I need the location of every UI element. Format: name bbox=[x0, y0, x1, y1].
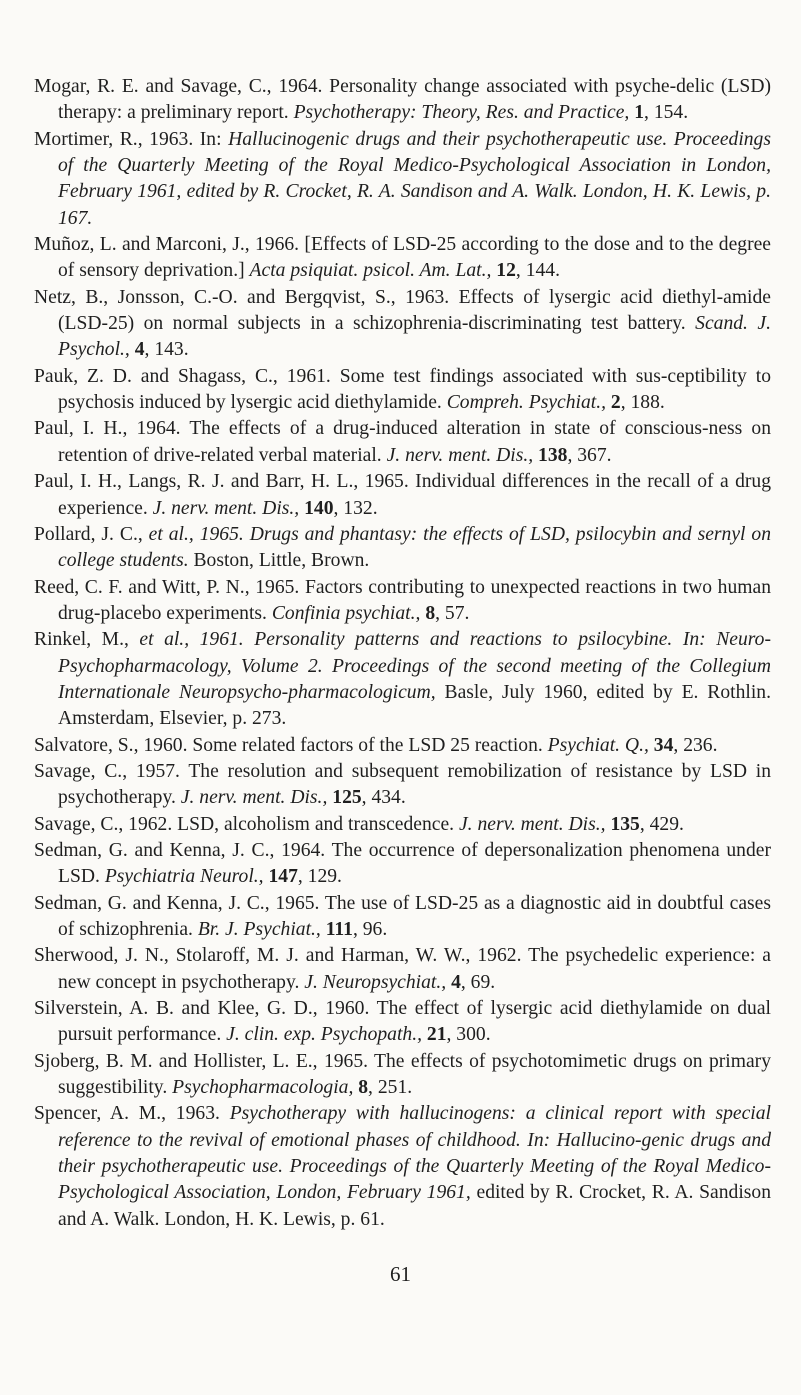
reference-ital: Psychopharmacologia, bbox=[172, 1077, 354, 1099]
reference-post: , 367. bbox=[567, 444, 612, 466]
reference-vol: 4 bbox=[451, 971, 461, 993]
reference-vol: 8 bbox=[358, 1077, 369, 1099]
reference-ital: Psychiat. Q., bbox=[547, 734, 649, 756]
reference-ital: et al., 1961. Personality patterns and reactions to psilocybine. In: Neuro-Psychopharmacology, Volume 2. Proceedings of the second meeting of the Collegium Internationale Neuropsycho-pharmacologicum, bbox=[58, 629, 771, 703]
reference-vol: 12 bbox=[496, 260, 516, 282]
reference-pre: Paul, I. H., 1964. The effects of a drug-induced alteration in state of conscious-ness on retention of drive-related verbal material. bbox=[34, 418, 771, 466]
reference-post: edited by R. Crocket, R. A. Sandison and A. Walk. London, H. K. Lewis, p. 61. bbox=[58, 1182, 771, 1230]
reference-pre: Mogar, R. E. and Savage, C., 1964. Personality change associated with psyche-delic (LSD) therapy: a preliminary report. bbox=[34, 76, 771, 124]
reference-vol: 21 bbox=[426, 1024, 447, 1046]
reference-post: , 154. bbox=[644, 102, 689, 124]
reference-ital: J. clin. exp. Psychopath., bbox=[226, 1024, 422, 1046]
reference-vol: 140 bbox=[304, 497, 334, 519]
reference-ital: Br. J. Psychiat., bbox=[197, 919, 321, 940]
reference-pre: Sherwood, J. N., Stolaroff, M. J. and Harman, W. W., 1962. The psychedelic experience: a new concept in psychotherapy. bbox=[34, 945, 771, 993]
reference-pre: Reed, C. F. and Witt, P. N., 1965. Factors contributing to unexpected reactions in two human drug-placebo experiments. bbox=[34, 576, 771, 624]
reference-list bbox=[34, 74, 771, 1233]
reference-post: , 129. bbox=[297, 866, 342, 888]
reference-entry bbox=[34, 812, 771, 838]
reference-ital: J. nerv. ment. Dis., bbox=[152, 497, 300, 519]
reference-post: Basle, July 1960, edited by E. Rothlin. Amsterdam, Elsevier, p. 273. bbox=[58, 681, 771, 730]
reference-entry bbox=[34, 127, 771, 232]
reference-entry bbox=[34, 891, 771, 944]
reference-entry bbox=[34, 285, 771, 364]
reference-ital: Acta psiquiat. psicol. Am. Lat., bbox=[249, 260, 492, 282]
reference-pre: Mortimer, R., 1963. In: bbox=[34, 128, 229, 150]
reference-ital: Psychotherapy with hallucinogens: a clinical report with special reference to the revival of emotional phases of childhood. In: Hallucino-genic drugs and their psychotherapeutic use. Proceedings of the Quarterly Meeting of the Royal Medico-Psychological Association, London, February 1961, bbox=[58, 1103, 771, 1204]
reference-entry bbox=[34, 74, 771, 127]
reference-post: , 188. bbox=[620, 392, 665, 414]
reference-post: , 251. bbox=[368, 1077, 413, 1099]
reference-entry bbox=[34, 232, 771, 285]
reference-entry bbox=[34, 1049, 771, 1102]
reference-post: , 69. bbox=[460, 971, 496, 993]
reference-post: Boston, Little, Brown. bbox=[188, 550, 370, 572]
reference-ital: J. nerv. ment. Dis., bbox=[458, 813, 606, 835]
reference-pre: Netz, B., Jonsson, C.-O. and Bergqvist, S., 1963. Effects of lysergic acid diethyl-amide (LSD-25) on normal subjects in a schizophrenia-discriminating test battery. bbox=[34, 286, 771, 335]
reference-vol: 8 bbox=[425, 602, 436, 624]
reference-vol: 4 bbox=[134, 339, 145, 361]
reference-post: , 96. bbox=[352, 919, 388, 940]
reference-ital: Psychotherapy: Theory, Res. and Practice, bbox=[293, 102, 630, 124]
reference-pre: Savage, C., 1962. LSD, alcoholism and transcedence. bbox=[34, 813, 459, 835]
reference-entry bbox=[34, 364, 771, 417]
reference-vol: 147 bbox=[268, 866, 298, 888]
reference-pre: Savage, C., 1957. The resolution and subsequent remobilization of resistance by LSD in psychotherapy. bbox=[34, 760, 771, 809]
reference-post: , 132. bbox=[333, 497, 378, 519]
reference-vol: 1 bbox=[634, 102, 645, 124]
reference-entry bbox=[34, 759, 771, 812]
reference-entry bbox=[34, 522, 771, 575]
reference-pre: Sjoberg, B. M. and Hollister, L. E., 1965. The effects of psychotomimetic drugs on primary suggestibility. bbox=[34, 1050, 771, 1099]
reference-post: , 144. bbox=[515, 260, 560, 282]
reference-pre: Pollard, J. C., bbox=[34, 523, 149, 545]
reference-vol: 34 bbox=[653, 734, 674, 756]
reference-pre: Spencer, A. M., 1963. bbox=[34, 1103, 230, 1125]
reference-ital: Compreh. Psychiat., bbox=[446, 392, 606, 414]
reference-pre: Muñoz, L. and Marconi, J., 1966. [Effects of LSD-25 according to the dose and to the degree of sensory deprivation.] bbox=[34, 234, 771, 282]
reference-ital: Hallucinogenic drugs and their psychotherapeutic use. Proceedings of the Quarterly Meeting of the Royal Medico-Psychological Association in London, February 1961, edited by R. Crocket, R. A. Sandison and A. Walk. London, H. K. Lewis, p. 167. bbox=[58, 128, 771, 229]
reference-entry bbox=[34, 733, 771, 759]
reference-entry bbox=[34, 996, 771, 1049]
reference-pre: Silverstein, A. B. and Klee, G. D., 1960. The effect of lysergic acid diethylamide on dual pursuit performance. bbox=[34, 998, 771, 1046]
reference-post: , 57. bbox=[435, 602, 470, 624]
reference-ital: J. nerv. ment. Dis., bbox=[386, 444, 534, 466]
reference-ital: et al., 1965. Drugs and phantasy: the effects of LSD, psilocybin and sernyl on college students. bbox=[58, 523, 771, 572]
reference-vol: 138 bbox=[538, 444, 568, 466]
reference-entry bbox=[34, 943, 771, 996]
page-number: 61 bbox=[390, 1262, 411, 1286]
reference-post: , 434. bbox=[361, 787, 406, 809]
reference-pre: Sedman, G. and Kenna, J. C., 1965. The use of LSD-25 as a diagnostic aid in doubtful cases of schizophrenia. bbox=[34, 892, 771, 940]
reference-ital: Confinia psychiat., bbox=[271, 602, 421, 624]
reference-ital: Psychiatria Neurol., bbox=[104, 866, 264, 888]
reference-pre: Rinkel, M., bbox=[34, 629, 140, 651]
reference-entry bbox=[34, 575, 771, 628]
reference-ital: J. nerv. ment. Dis., bbox=[180, 787, 328, 809]
reference-pre: Salvatore, S., 1960. Some related factors of the LSD 25 reaction. bbox=[34, 734, 548, 756]
reference-ital: Scand. J. Psychol., bbox=[58, 313, 772, 361]
reference-vol: 135 bbox=[610, 813, 640, 835]
reference-entry bbox=[34, 838, 771, 891]
reference-post: , 236. bbox=[673, 734, 718, 756]
reference-entry bbox=[34, 627, 771, 732]
reference-pre: Paul, I. H., Langs, R. J. and Barr, H. L., 1965. Individual differences in the recall of a drug experience. bbox=[34, 471, 771, 519]
reference-vol: 2 bbox=[610, 392, 621, 414]
reference-post: , 143. bbox=[144, 339, 189, 361]
reference-ital: J. Neuropsychiat., bbox=[304, 971, 447, 993]
reference-entry bbox=[34, 416, 771, 469]
reference-entry bbox=[34, 469, 771, 522]
reference-vol: 125 bbox=[332, 787, 362, 809]
reference-pre: Pauk, Z. D. and Shagass, C., 1961. Some test findings associated with sus-ceptibility to psychosis induced by lysergic acid diethylamide. bbox=[34, 365, 771, 414]
reference-pre: Sedman, G. and Kenna, J. C., 1964. The occurrence of depersonalization phenomena under LSD. bbox=[34, 839, 771, 888]
reference-vol: 111 bbox=[325, 919, 353, 940]
reference-entry bbox=[34, 1101, 771, 1233]
reference-post: , 300. bbox=[446, 1024, 491, 1046]
reference-post: , 429. bbox=[639, 813, 684, 835]
